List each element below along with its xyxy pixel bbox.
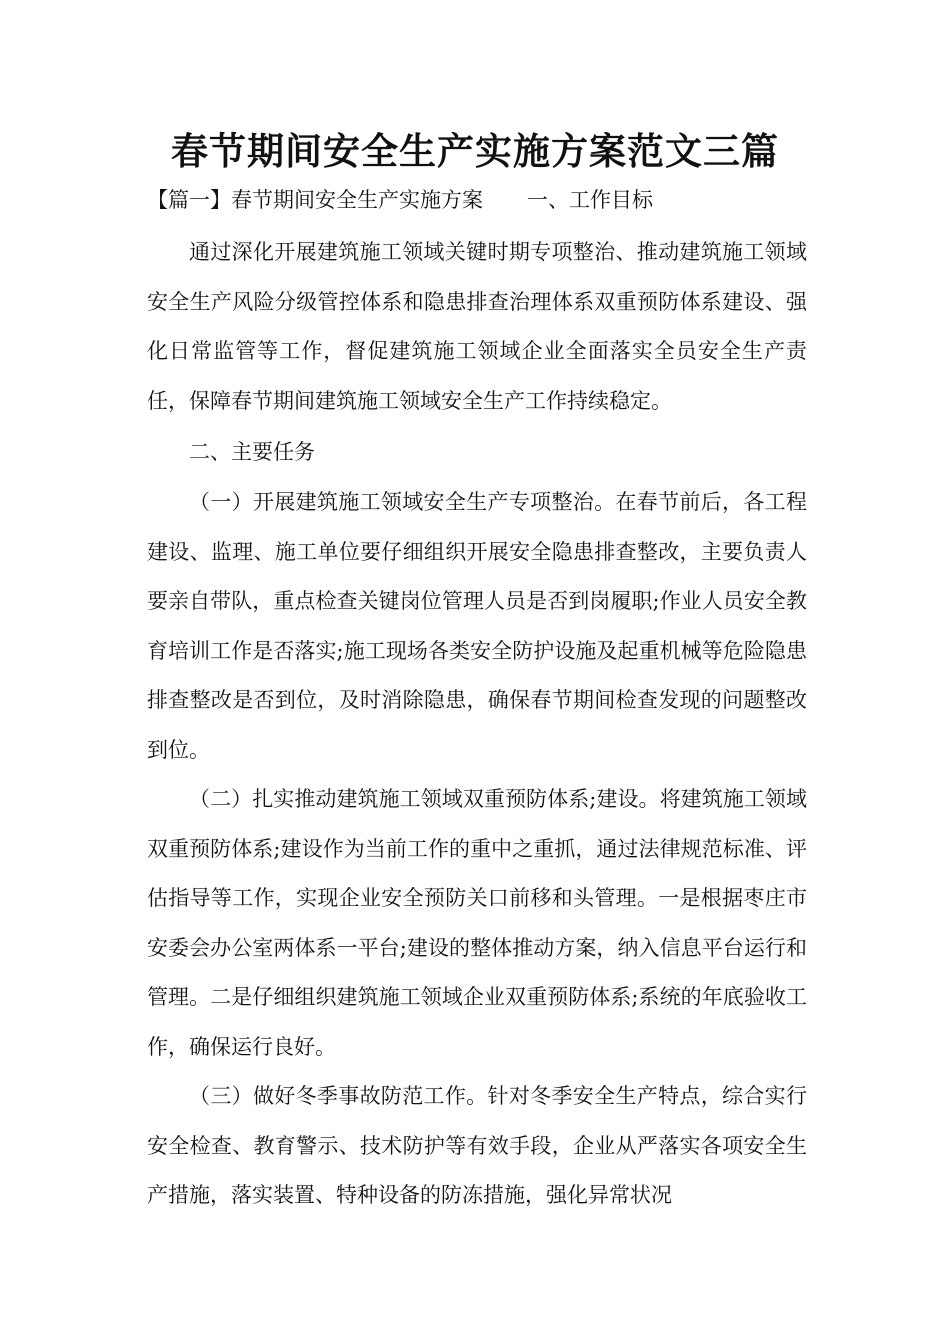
document-title: 春节期间安全生产实施方案范文三篇 — [171, 130, 779, 173]
section-heading-main-tasks: 二、主要任务 — [189, 440, 315, 464]
paragraph-task-2: （二）扎实推动建筑施工领域双重预防体系;建设。将建筑施工领域双重预防体系;建设作为当前工作的重中之重抓，通过法律规范标准、评估指导等工作，实现企业安全预防关口前移和头管理。一是根据枣庄市安委会办公室两体系一平台;建设的整体推动方案，纳入信息平台运行和管理。二是仔细组织建筑施工领域企业双重预防体系;系统的年底验收工作，确保运行良好。 — [147, 787, 807, 1059]
paragraph-work-goals: 通过深化开展建筑施工领域关键时期专项整治、推动建筑施工领域安全生产风险分级管控体系和隐患排查治理体系双重预防体系建设、强化日常监管等工作，督促建筑施工领域企业全面落实全员安全生产责任，保障春节期间建筑施工领域安全生产工作持续稳定。 — [147, 240, 807, 413]
part-heading: 【篇一】春节期间安全生产实施方案 — [147, 188, 483, 212]
section-heading-work-goals: 一、工作目标 — [527, 188, 653, 212]
paragraph-task-1: （一）开展建筑施工领域安全生产专项整治。在春节前后，各工程建设、监理、施工单位要仔细组织开展安全隐患排查整改，主要负责人要亲自带队，重点检查关键岗位管理人员是否到岗履职;作业人员安全教育培训工作是否落实;施工现场各类安全防护设施及起重机械等危险隐患排查整改是否到位，及时消除隐患，确保春节期间检查发现的问题整改到位。 — [147, 490, 807, 762]
paragraph-task-3: （三）做好冬季事故防范工作。针对冬季安全生产特点，综合实行安全检查、教育警示、技术防护等有效手段，企业从严落实各项安全生产措施，落实装置、特种设备的防冻措施，强化异常状况 — [147, 1084, 807, 1207]
document-subhead — [147, 182, 653, 218]
